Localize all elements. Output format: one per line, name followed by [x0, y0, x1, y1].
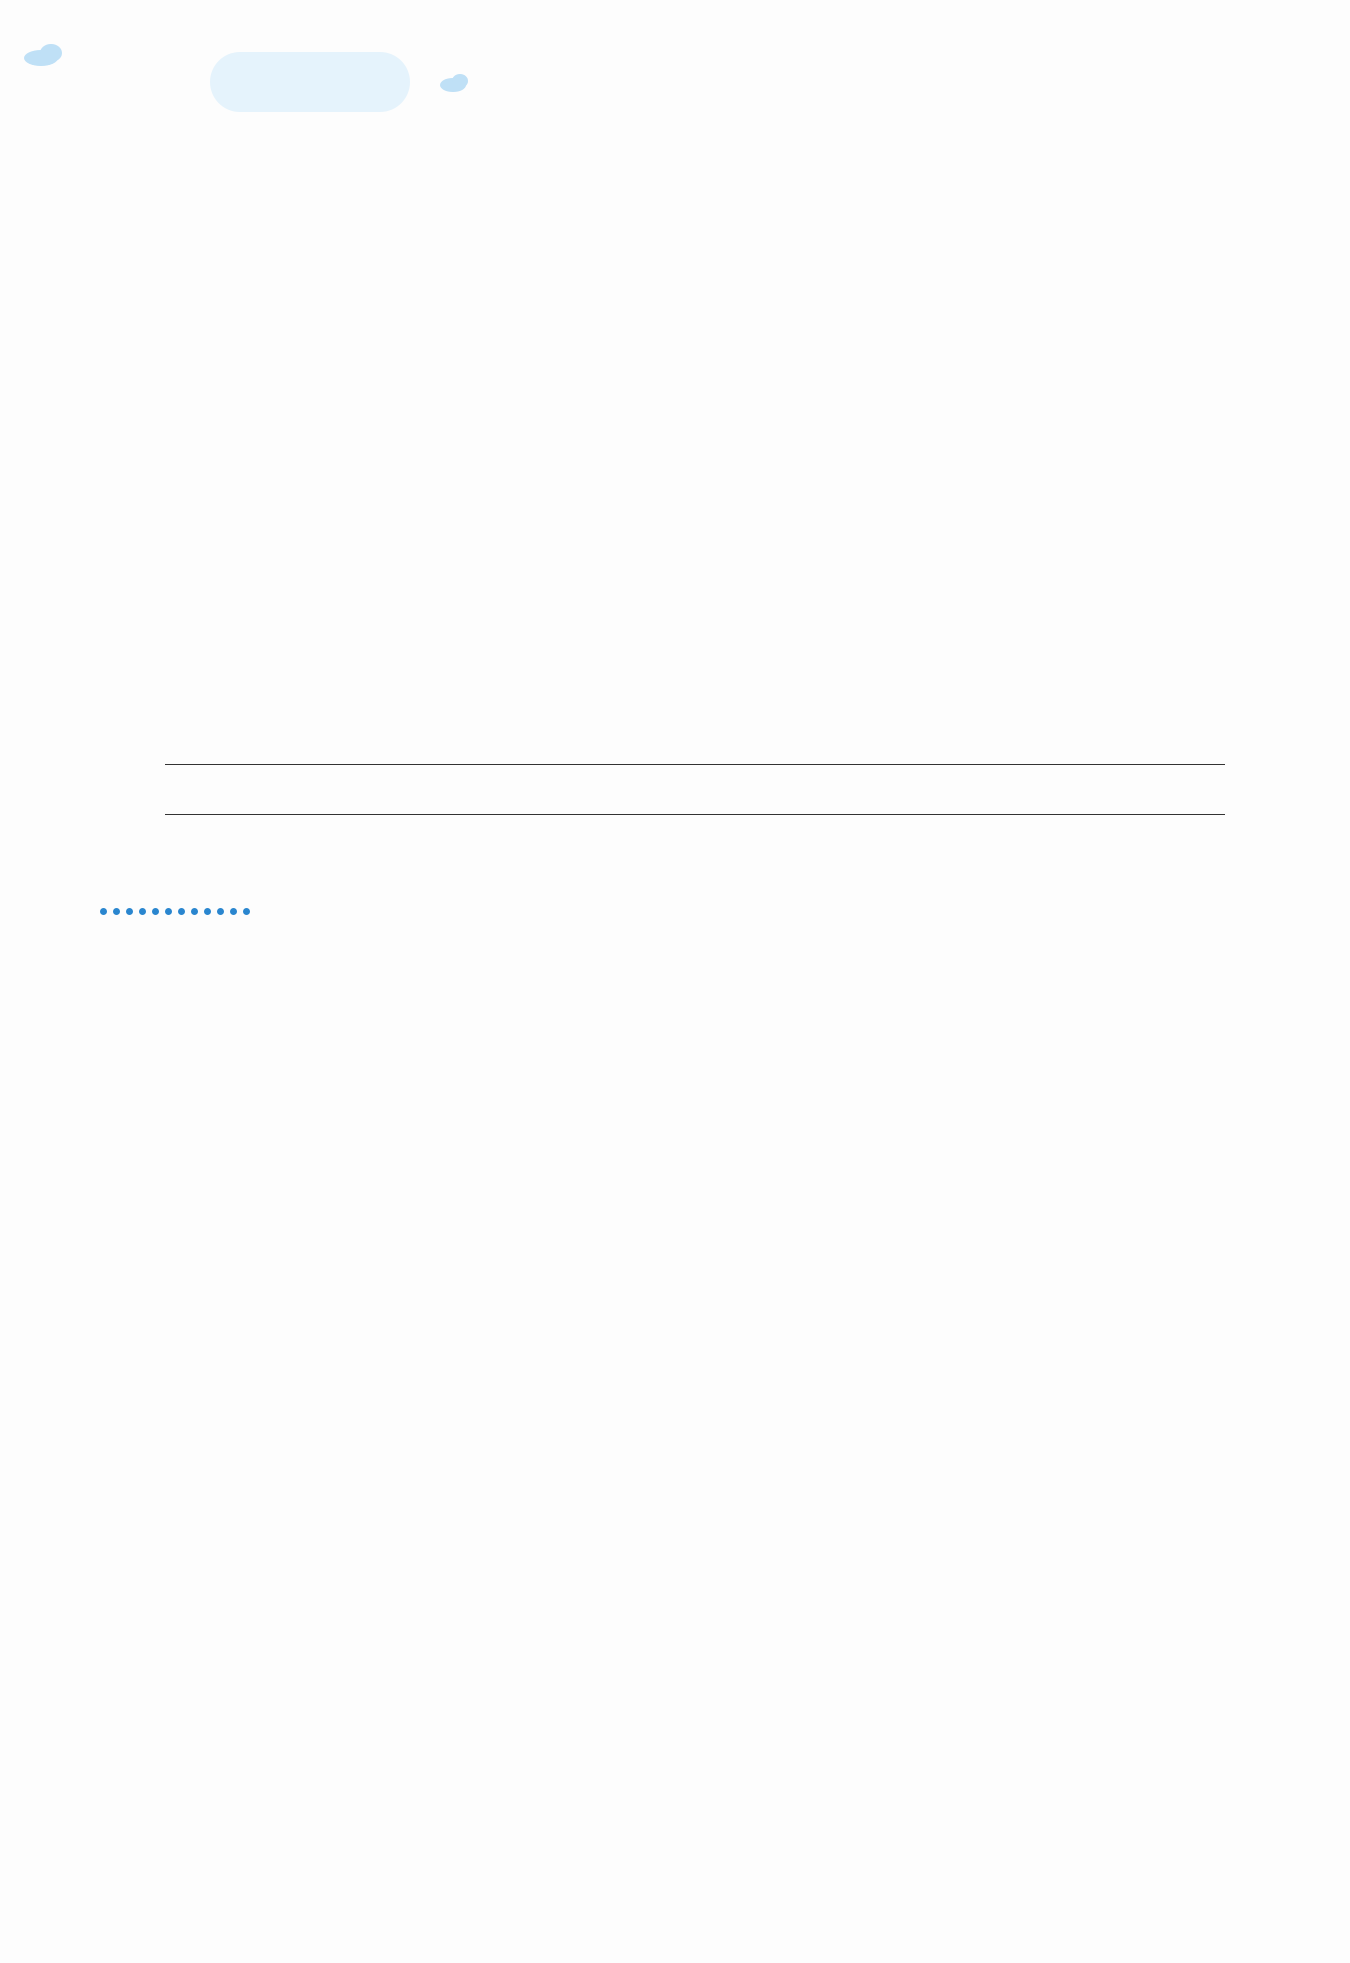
header: [0, 0, 1350, 130]
answer-line-1[interactable]: [165, 764, 1225, 765]
test-b-underline-dots: [100, 908, 250, 915]
answer-line-2[interactable]: [165, 814, 1225, 815]
